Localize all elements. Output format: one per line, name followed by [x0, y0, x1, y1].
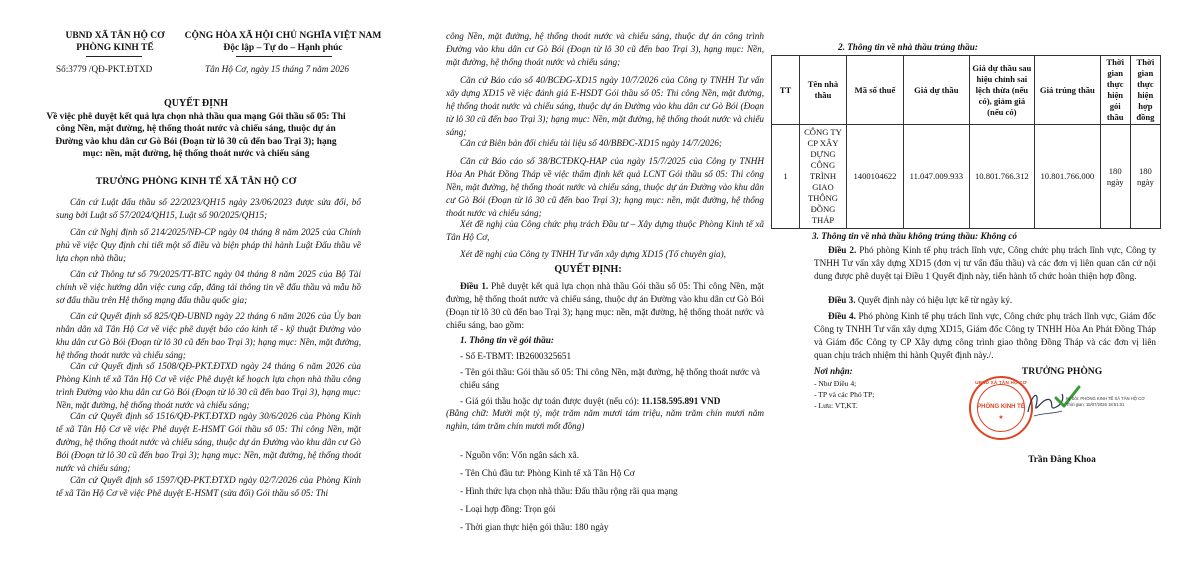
table-header-cell: Tên nhà thầu	[800, 56, 847, 125]
table-header-cell: Giá dự thầu	[904, 56, 970, 125]
legal-basis-1: Căn cứ Luật đấu thầu số 22/2023/QH15 ngày 23/06/2023 được sửa đổi, bổ sung bởi Luật số 57/2024/QH15, Luật số 90/2025/QH15;	[56, 197, 361, 220]
header-underline-right	[236, 56, 332, 57]
legal-basis-3: Căn cứ Thông tư số 79/2025/TT-BTC ngày 04 tháng 8 năm 2025 của Bộ Tài chính về việc hướng dẫn việc cung cấp, đăng tải thông tin về đấu thầu và mẫu hồ sơ đấu thầu trên Hệ thống mạng đấu thầu quốc gia;	[56, 269, 361, 305]
page-1-column	[0, 0, 392, 562]
package-price-words: (Bằng chữ: Mười một tỷ, một trăm năm mươi tám triệu, năm trăm chín mươi năm nghìn, tám trăm chín mươi mốt đồng)	[446, 408, 764, 431]
article-1: Điều 1. Phê duyệt kết quả lựa chọn nhà thầu Gói thầu số 05: Thi công Nền, mặt đường, hệ thống thoát nước và chiếu sáng, thuộc dự án Đường vào khu dân cư Gò Bói (Đoạn từ lô 30 cũ đến bao Trại 3); hạng mục: nền, mặt đường, hệ thống thoát nước và chiếu sáng, bao gồm:	[446, 281, 764, 330]
national-motto	[178, 30, 388, 54]
legal-basis-6: Căn cứ Quyết định số 1516/QĐ-PKT.ĐTXD ngày 30/6/2026 của Phòng Kinh tế xã Tân Hộ Cơ về việc Phê duyệt E-HSMT Gói thầu số 05: Thi công Nền, mặt đường, hệ thống thoát nước và chiếu sáng, thuộc dự án Đường vào khu dân cư Gò Bói (Đoạn từ lô 30 cũ đến bao Trại 3); hạng mục: Nền, mặt đường, hệ thống thoát nước và chiếu sáng;	[56, 411, 361, 473]
legal-basis-7: Căn cứ Quyết định số 1597/QĐ-PKT.ĐTXD ngày 02/7/2026 của Phòng Kinh tế xã Tân Hộ Cơ về việc Phê duyệt E-HSMT (sửa đổi) Gói thầu số 05: Thi	[56, 475, 361, 498]
legal-basis-7-cont: công Nền, mặt đường, hệ thống thoát nước và chiếu sáng, thuộc dự án công trình Đường vào khu dân cư Gò Bói (Đoạn từ lô 30 cũ đến bao Trại 3), hạng mục: Nền, mặt đường, hệ thống thoát nước và chiếu sáng;	[446, 31, 764, 67]
country-name: CỘNG HÒA XÃ HỘI CHỦ NGHĨA VIỆT NAM	[184, 31, 382, 41]
stamp-ring-text: UBND XÃ TÂN HỘ CƠ	[975, 380, 1027, 385]
document-subject: Về việc phê duyệt kết quả lựa chọn nhà thầu qua mạng Gói thầu số 05: Thi công Nền, mặt đường, hệ thống thoát nước và chiếu sáng, thuộc dự án Đường vào khu dân cư Gò Bói (Đoạn từ lô 30 cũ đến bao Trại 3); hạng mục: nền, mặt đường, hệ thống thoát nước và chiếu sáng	[46, 112, 346, 160]
document-title: QUYẾT ĐỊNH	[164, 98, 228, 109]
recipient-item: - Như Điều 4;	[814, 379, 857, 388]
stamp-center-text: PHÒNG KINH TẾ	[977, 404, 1025, 410]
investor-name: - Tên Chủ đầu tư: Phòng Kinh tế xã Tân Hộ Cơ	[460, 468, 635, 478]
page-3-column	[779, 0, 1200, 562]
table-header-cell: Giá dự thầu sau hiệu chỉnh sai lệch thừa (nếu có), giảm giá (nếu có)	[969, 56, 1035, 125]
legal-basis-9: Căn cứ Biên bản đối chiếu tài liệu số 40/BBĐC-XD15 ngày 14/7/2026;	[460, 138, 722, 148]
org-name: UBND XÃ TÂN HỘ CƠ	[65, 31, 165, 41]
recipient-item: - TP và các Phó TP;	[814, 390, 875, 399]
table-cell: 1	[772, 125, 800, 229]
legal-basis-8: Căn cứ Báo cáo số 40/BCĐG-XD15 ngày 10/7/2026 của Công ty TNHH Tư vấn xây dựng XD15 về việc đánh giá E-HSDT Gói thầu số 05: Thi công Nền, mặt đường, hệ thống thoát nước và chiếu sáng, thuộc dự án Đường vào khu dân cư Gò Bói (Đoạn từ lô 30 cũ đến bao Trại 3); hạng mục: Nền, mặt đường, hệ thống thoát nước và chiếu sáng;	[446, 75, 764, 137]
section-losing-bidders: 3. Thông tin về nhà thầu không trúng thầu: Không có	[812, 231, 1018, 241]
funding-source: - Nguồn vốn: Vốn ngân sách xã.	[460, 450, 579, 460]
table-cell: 180 ngày	[1100, 125, 1130, 229]
page-2-column	[392, 0, 784, 562]
table-header-cell: Thời gian thực hiện gói thầu	[1100, 56, 1130, 125]
stamp-star-icon: ★	[998, 415, 1004, 421]
article-3: Điều 3. Quyết định này có hiệu lực kể từ ngày ký.	[828, 295, 1013, 305]
table-header-cell: Giá trúng thầu	[1035, 56, 1101, 125]
table-cell: 10.801.766.000	[1035, 125, 1101, 229]
table-header-cell: Mã số thuế	[846, 56, 903, 125]
section-winner-info: 2. Thông tin về nhà thầu trúng thầu:	[838, 42, 978, 52]
motto: Độc lập – Tự do – Hạnh phúc	[223, 43, 343, 53]
table-header-row	[772, 56, 1161, 125]
package-price: - Giá gói thầu hoặc dự toán được duyệt (nếu có): 11.158.595.891 VND	[460, 396, 721, 406]
legal-basis-10: Căn cứ Báo cáo số 38/BCTĐKQ-HAP của ngày 15/7/2025 của Công ty TNHH Hòa An Phát Đồng Tháp về việc thẩm định kết quả LCNT Gói thầu số 05: Thi công Nền, mặt đường, hệ thống thoát nước và chiếu sáng, thuộc dự án Đường vào khu dân cư Gò Bói (Đoạn từ lô 30 cũ đến bao Trại 3); hạng mục: nền, mặt đường, hệ thống thoát nước và chiếu sáng;	[446, 156, 764, 218]
section-package-info: 1. Thông tin về gói thầu:	[460, 335, 554, 345]
header-underline-left	[86, 56, 142, 57]
recipients-list	[814, 378, 874, 411]
recipient-item: - Lưu: VT,KT.	[814, 401, 858, 410]
digital-sign-time: Thời gian: 15/07/2026 18:51:01	[1066, 401, 1125, 407]
table-cell: 180 ngày	[1130, 125, 1160, 229]
signer-name: Trần Đăng Khoa	[1028, 455, 1096, 465]
article-2: Điều 2. Phó phòng Kinh tế phụ trách lĩnh vực, Công chức phụ trách lĩnh vực, Công ty TNHH Tư vấn xây dựng XD15 (đơn vị tư vấn đấu thầu) và các đơn vị liên quan căn cứ nội dung được phê duyệt tại Điều 1 Quyết định này, tiến hành tổ chức hoàn thiện hợp đồng.	[814, 245, 1156, 281]
signer-title: TRƯỞNG PHÒNG	[1021, 366, 1103, 377]
document-number: Số:3779 /QĐ-PKT.ĐTXD	[56, 64, 153, 74]
package-name: - Tên gói thầu: Gói thầu số 05: Thi công Nền, mặt đường, hệ thống thoát nước và chiếu sáng	[460, 367, 760, 390]
digital-signer: Ký bởi: PHÒNG KINH TẾ XÃ TÂN HỘ CƠ	[1066, 396, 1145, 401]
recipients-title: Nơi nhận:	[814, 366, 853, 376]
issuing-authority-title: TRƯỞNG PHÒNG KINH TẾ XÃ TÂN HỘ CƠ	[95, 176, 297, 187]
winning-bidder-table	[771, 55, 1161, 229]
digital-signature-info	[1066, 396, 1166, 407]
tbmt-number: - Số E-TBMT: IB2600325651	[460, 351, 572, 361]
package-duration: - Thời gian thực hiện gói thầu: 180 ngày	[460, 522, 609, 532]
table-header-cell: TT	[772, 56, 800, 125]
table-cell: CÔNG TY CP XÂY DỰNG CÔNG TRÌNH GIAO THÔNG ĐỒNG THÁP	[800, 125, 847, 229]
legal-basis-4: Căn cứ Quyết định số 825/QĐ-UBND ngày 22 tháng 6 năm 2026 của Ủy ban nhân dân xã Tân Hộ Cơ về việc phê duyệt báo cáo kinh tế - kỹ thuật Đường vào khu dân cư Gò Bói (Đoạn từ lô 30 cũ đến bao Trại 3); hạng mục: Nền, mặt đường, hệ thống thoát nước và chiếu sáng;	[56, 311, 361, 360]
contract-type: - Loại hợp đồng: Trọn gói	[460, 504, 556, 514]
table-header-cell: Thời gian thực hiện hợp đồng	[1130, 56, 1160, 125]
legal-basis-12: Xét đề nghị của Công ty TNHH Tư vấn xây dựng XD15 (Tổ chuyên gia),	[460, 249, 726, 259]
org-department: PHÒNG KINH TẾ	[76, 43, 154, 53]
table-cell: 11.047.009.933	[904, 125, 970, 229]
decision-heading: QUYẾT ĐỊNH:	[554, 264, 622, 275]
table-row	[772, 125, 1161, 229]
table-cell: 10.801.766.312	[969, 125, 1035, 229]
table-cell: 1400104622	[846, 125, 903, 229]
selection-method: - Hình thức lựa chọn nhà thầu: Đấu thầu rộng rãi qua mạng	[460, 486, 678, 496]
issuing-authority	[40, 30, 190, 54]
article-4: Điều 4. Phó phòng Kinh tế phụ trách lĩnh vực, Công chức phụ trách lĩnh vực, Giám đốc Công ty TNHH Tư vấn xây dựng XD15, Giám đốc Công ty TNHH Hòa An Phát Đồng Tháp và Giám đốc Công ty CP Xây dựng công trình giao thông Đồng Tháp và các đơn vị liên quan chịu trách nhiệm thi hành Quyết định này./.	[814, 311, 1157, 360]
legal-basis-5: Căn cứ Quyết định số 1508/QĐ-PKT.ĐTXD ngày 24 tháng 6 năm 2026 của Phòng Kinh tế xã Tân Hộ Cơ về việc Phê duyệt kế hoạch lựa chọn nhà thầu công trình Đường vào khu dân cư Gò Bói (Đoạn từ lô 30 cũ đến bao Trại 3), hạng mục: Nền, mặt đường, hệ thống thoát nước và chiếu sáng;	[56, 361, 361, 410]
place-date: Tân Hộ Cơ, ngày 15 tháng 7 năm 2026	[205, 64, 349, 74]
legal-basis-11: Xét đề nghị của Công chức phụ trách Đầu tư – Xây dựng thuộc Phòng Kinh tế xã Tân Hộ Cơ,	[446, 219, 764, 242]
legal-basis-2: Căn cứ Nghị định số 214/2025/NĐ-CP ngày 04 tháng 8 năm 2025 của Chính phủ về việc Quy định chi tiết một số điều và biện pháp thi hành Luật Đấu thầu về lựa chọn nhà thầu;	[56, 227, 361, 263]
